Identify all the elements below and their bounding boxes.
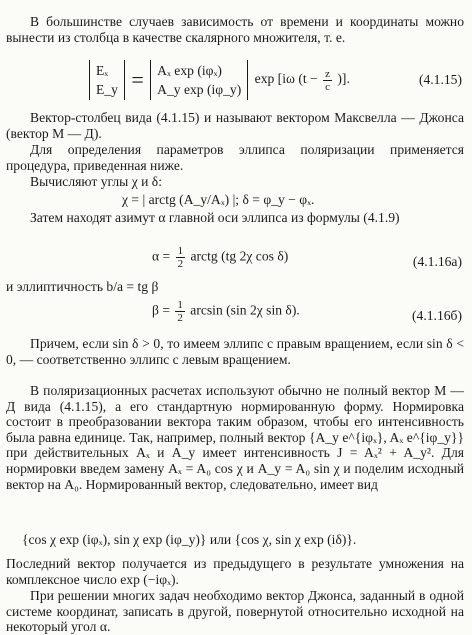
paragraph-vector-column: Вектор-столбец вида (4.1.15) и называют вектором Максвелла — Джонса (вектор М — Д). (6, 110, 464, 141)
equation-number-4-1-16a: (4.1.16а) (412, 254, 462, 269)
fraction-denominator: 2 (177, 312, 183, 324)
equation-lhs: α = (152, 248, 171, 264)
fraction-numerator: 1 (177, 245, 184, 257)
equation-rhs: arctg (tg 2χ cos δ) (190, 248, 289, 264)
fraction-one-half (176, 245, 186, 270)
matrix-right (150, 60, 248, 100)
matrix-right-bottom: A_y exp (iφ_y) (157, 82, 242, 97)
paragraph-angles: Вычисляют углы χ и δ: (30, 174, 162, 189)
paragraph-intro: В большинстве случаев зависимость от времени и координаты можно вынести из столбца в качестве скалярного множителя, т. е. (6, 14, 464, 45)
fraction-denominator: c (325, 80, 330, 93)
equation-number-4-1-16b: (4.1.16б) (412, 308, 462, 323)
paragraph-ellipticity: и эллиптичность b/a = tg β (6, 279, 159, 294)
equation-exp-part: exp [iω (t − (254, 71, 318, 87)
equation-4-1-15: Eₓ E_y = Aₓ exp (iφₓ) A_y exp (iφ_y) exp [iω (t − $\frac{z}{c}$ )]. (86, 60, 350, 100)
fraction-numerator: 1 (177, 299, 183, 311)
equation-number-4-1-15: (4.1.15) (418, 72, 462, 87)
fraction-denominator: 2 (177, 258, 184, 270)
matrix-left-top: Eₓ (96, 63, 109, 78)
equation-chi-delta: χ = | arctg (A_y/Aₓ) |; δ = φ_y − φₓ. (122, 192, 315, 207)
fraction-numerator: z (325, 67, 330, 80)
equation-lhs: β = (152, 302, 170, 318)
matrix-right-top: Aₓ exp (iφₓ) (157, 63, 222, 78)
equation-exp-close: )]. (337, 71, 350, 87)
equation-4-1-16a (152, 245, 288, 270)
paragraph-procedure: Для определения параметров эллипса поляризации применяется процедура, приведенная ниже. (6, 142, 464, 173)
matrix-left (89, 60, 125, 100)
equation-4-1-16b (152, 299, 300, 324)
paragraph-jones-rotation: При решении многих задач необходимо вектор Джонса, заданный в одной системе координат, записать в другой, повернутой относительно исходной на некоторый угол α. (6, 588, 464, 635)
matrix-left-bottom: E_y (96, 82, 118, 97)
paragraph-normalization: В поляризационных расчетах используют обычно не полный вектор М — Д вида (4.1.15), а его стандартную нормированную форму. Нормировка состоит в преобразовании вектора таким образом, чтобы его интенсивность была равна единице. Так, например, полный вектор {A_y e^{iφₓ}, Aₓ e^{iφ_y}} при действительных Aₓ и A_y имеет интенсивность J = Aₓ² + A_y². Для нормировки введем замену Aₓ = A₀ cos χ и A_y = A₀ sin χ и поделим исходный вектор на A₀. Нормированный вектор, следовательно, имеет вид (6, 383, 464, 492)
paragraph-last-vector: Последний вектор получается из предыдущего в результате умножения на комплексное число exp (−iφₓ). (6, 556, 464, 587)
equation-normalized-vector: {cos χ exp (iφₓ), sin χ exp (iφ_y)} или {cos χ, sin χ exp (iδ)}. (22, 532, 357, 547)
paragraph-rotation-sense: Причем, если sin δ > 0, то имеем эллипс с правым вращением, если sin δ < 0, — соответственно эллипс с левым вращением. (6, 336, 464, 367)
equation-rhs: arcsin (sin 2χ sin δ). (190, 302, 300, 318)
paragraph-azimuth: Затем находят азимут α главной оси эллипса из формулы (4.1.9) (30, 210, 400, 225)
fraction-one-half (175, 299, 185, 324)
fraction-z-over-c (323, 68, 332, 93)
